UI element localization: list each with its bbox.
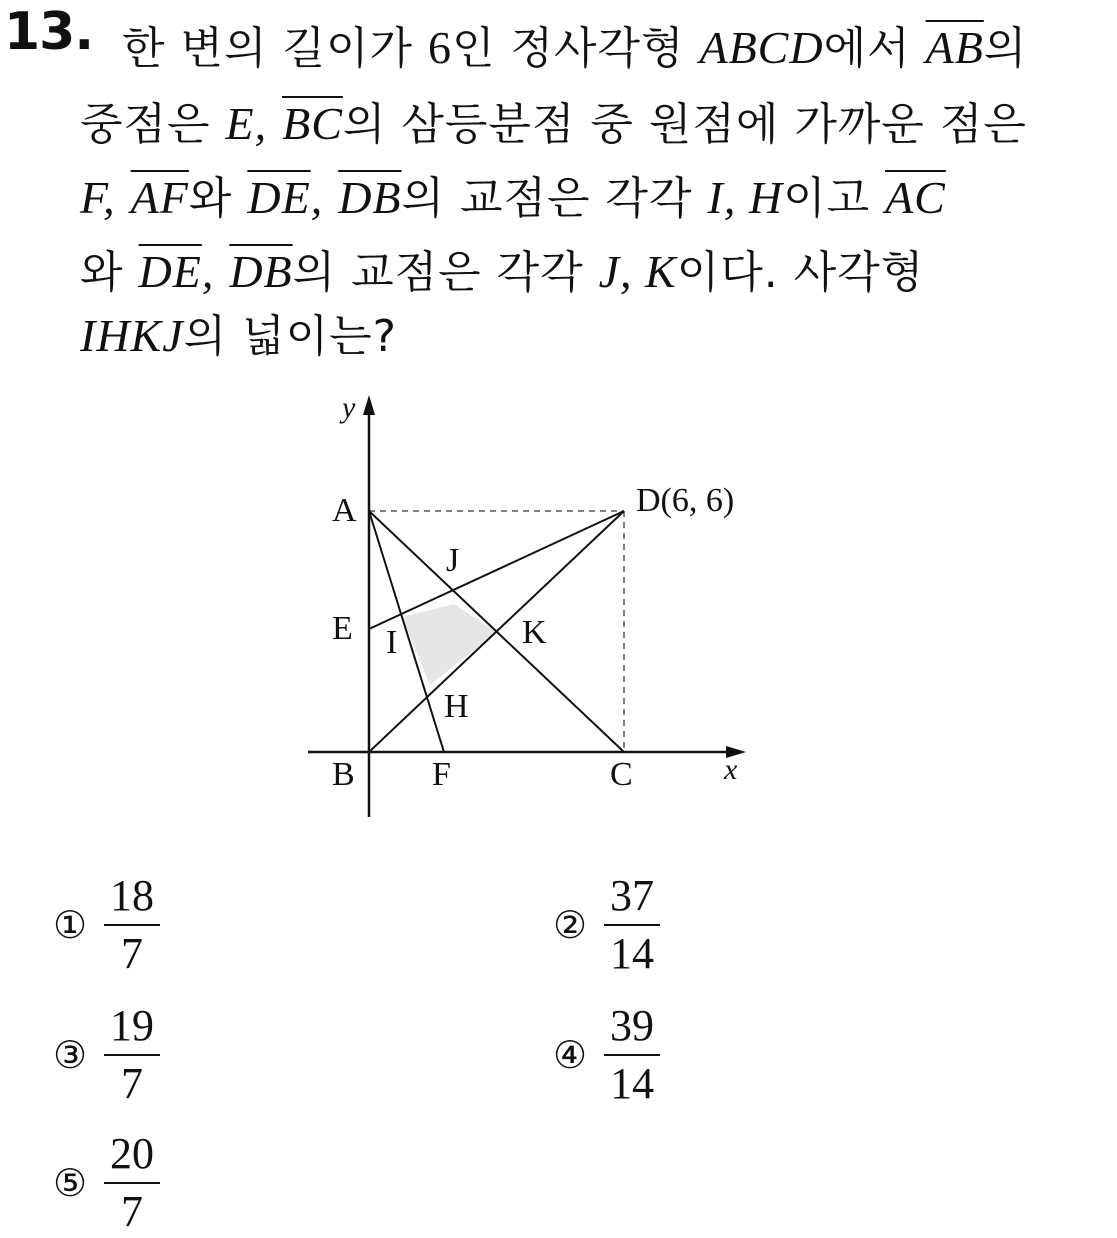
choice-fraction-5: $\frac{20}{7}$	[104, 1128, 160, 1238]
question-line-3: F, $\overline{AF}$와 $\overline{DE}$, $\overline{DB}$의 교점은 각각 I, H이고 $\overline{AC}$	[80, 172, 946, 224]
segment-db-2: $\overline{DB}$	[229, 246, 293, 297]
segment-db: $\overline{DB}$	[338, 172, 402, 223]
choice-mark-1: ①	[52, 903, 88, 947]
choice-3[interactable]	[40, 1000, 160, 1110]
question-number: 13.	[4, 2, 94, 62]
label-f: F	[432, 756, 451, 793]
label-k: K	[522, 614, 547, 651]
choice-mark-3: ③	[52, 1033, 88, 1077]
square-abcd: ABCD	[699, 22, 824, 73]
label-a: A	[332, 492, 357, 529]
choice-5[interactable]	[40, 1128, 160, 1238]
label-i: I	[386, 624, 398, 661]
choice-fraction-4: $\frac{39}{14}$	[604, 1000, 660, 1110]
question-line-5: IHKJ의 넓이는?	[80, 310, 397, 362]
y-axis-label: y	[342, 391, 356, 424]
choice-1[interactable]	[40, 870, 160, 980]
figure-svg	[300, 385, 770, 825]
segment-af: $\overline{AF}$	[130, 172, 189, 223]
label-j: J	[446, 542, 460, 579]
label-h: H	[444, 688, 469, 725]
segment-bc: $\overline{BC}$	[282, 98, 343, 149]
choice-mark-5: ⑤	[52, 1161, 88, 1205]
choice-fraction-1: $\frac{18}{7}$	[104, 870, 160, 980]
label-d: D(6, 6)	[636, 482, 735, 519]
choice-fraction-2: $\frac{37}{14}$	[604, 870, 660, 980]
y-axis-arrow	[363, 395, 375, 415]
segment-de-line	[369, 511, 624, 629]
segment-ac: $\overline{AC}$	[885, 172, 946, 223]
choice-fraction-3: $\frac{19}{7}$	[104, 1000, 160, 1110]
quad-ihkj: IHKJ	[80, 310, 184, 361]
choice-2[interactable]	[540, 870, 660, 980]
segment-de-2: $\overline{DE}$	[138, 246, 202, 297]
choice-4[interactable]	[540, 1000, 660, 1110]
choice-mark-4: ④	[552, 1033, 588, 1077]
segment-ab: $\overline{AB}$	[925, 22, 984, 73]
label-c: C	[610, 756, 633, 793]
geometry-figure	[300, 385, 770, 825]
x-axis-label: x	[724, 753, 738, 786]
segment-de: $\overline{DE}$	[247, 172, 311, 223]
question-line-4: 와 $\overline{DE}$, $\overline{DB}$의 교점은 각각 J, K이다. 사각형	[80, 246, 925, 298]
label-b: B	[332, 756, 355, 793]
label-e: E	[332, 610, 353, 647]
question-line-1: 한 변의 길이가 6인 정사각형 ABCD에서 $\overline{AB}$의	[122, 22, 1028, 74]
choice-mark-2: ②	[552, 903, 588, 947]
question-line-2: 중점은 E, $\overline{BC}$의 삼등분점 중 원점에 가까운 점은	[80, 98, 1027, 150]
